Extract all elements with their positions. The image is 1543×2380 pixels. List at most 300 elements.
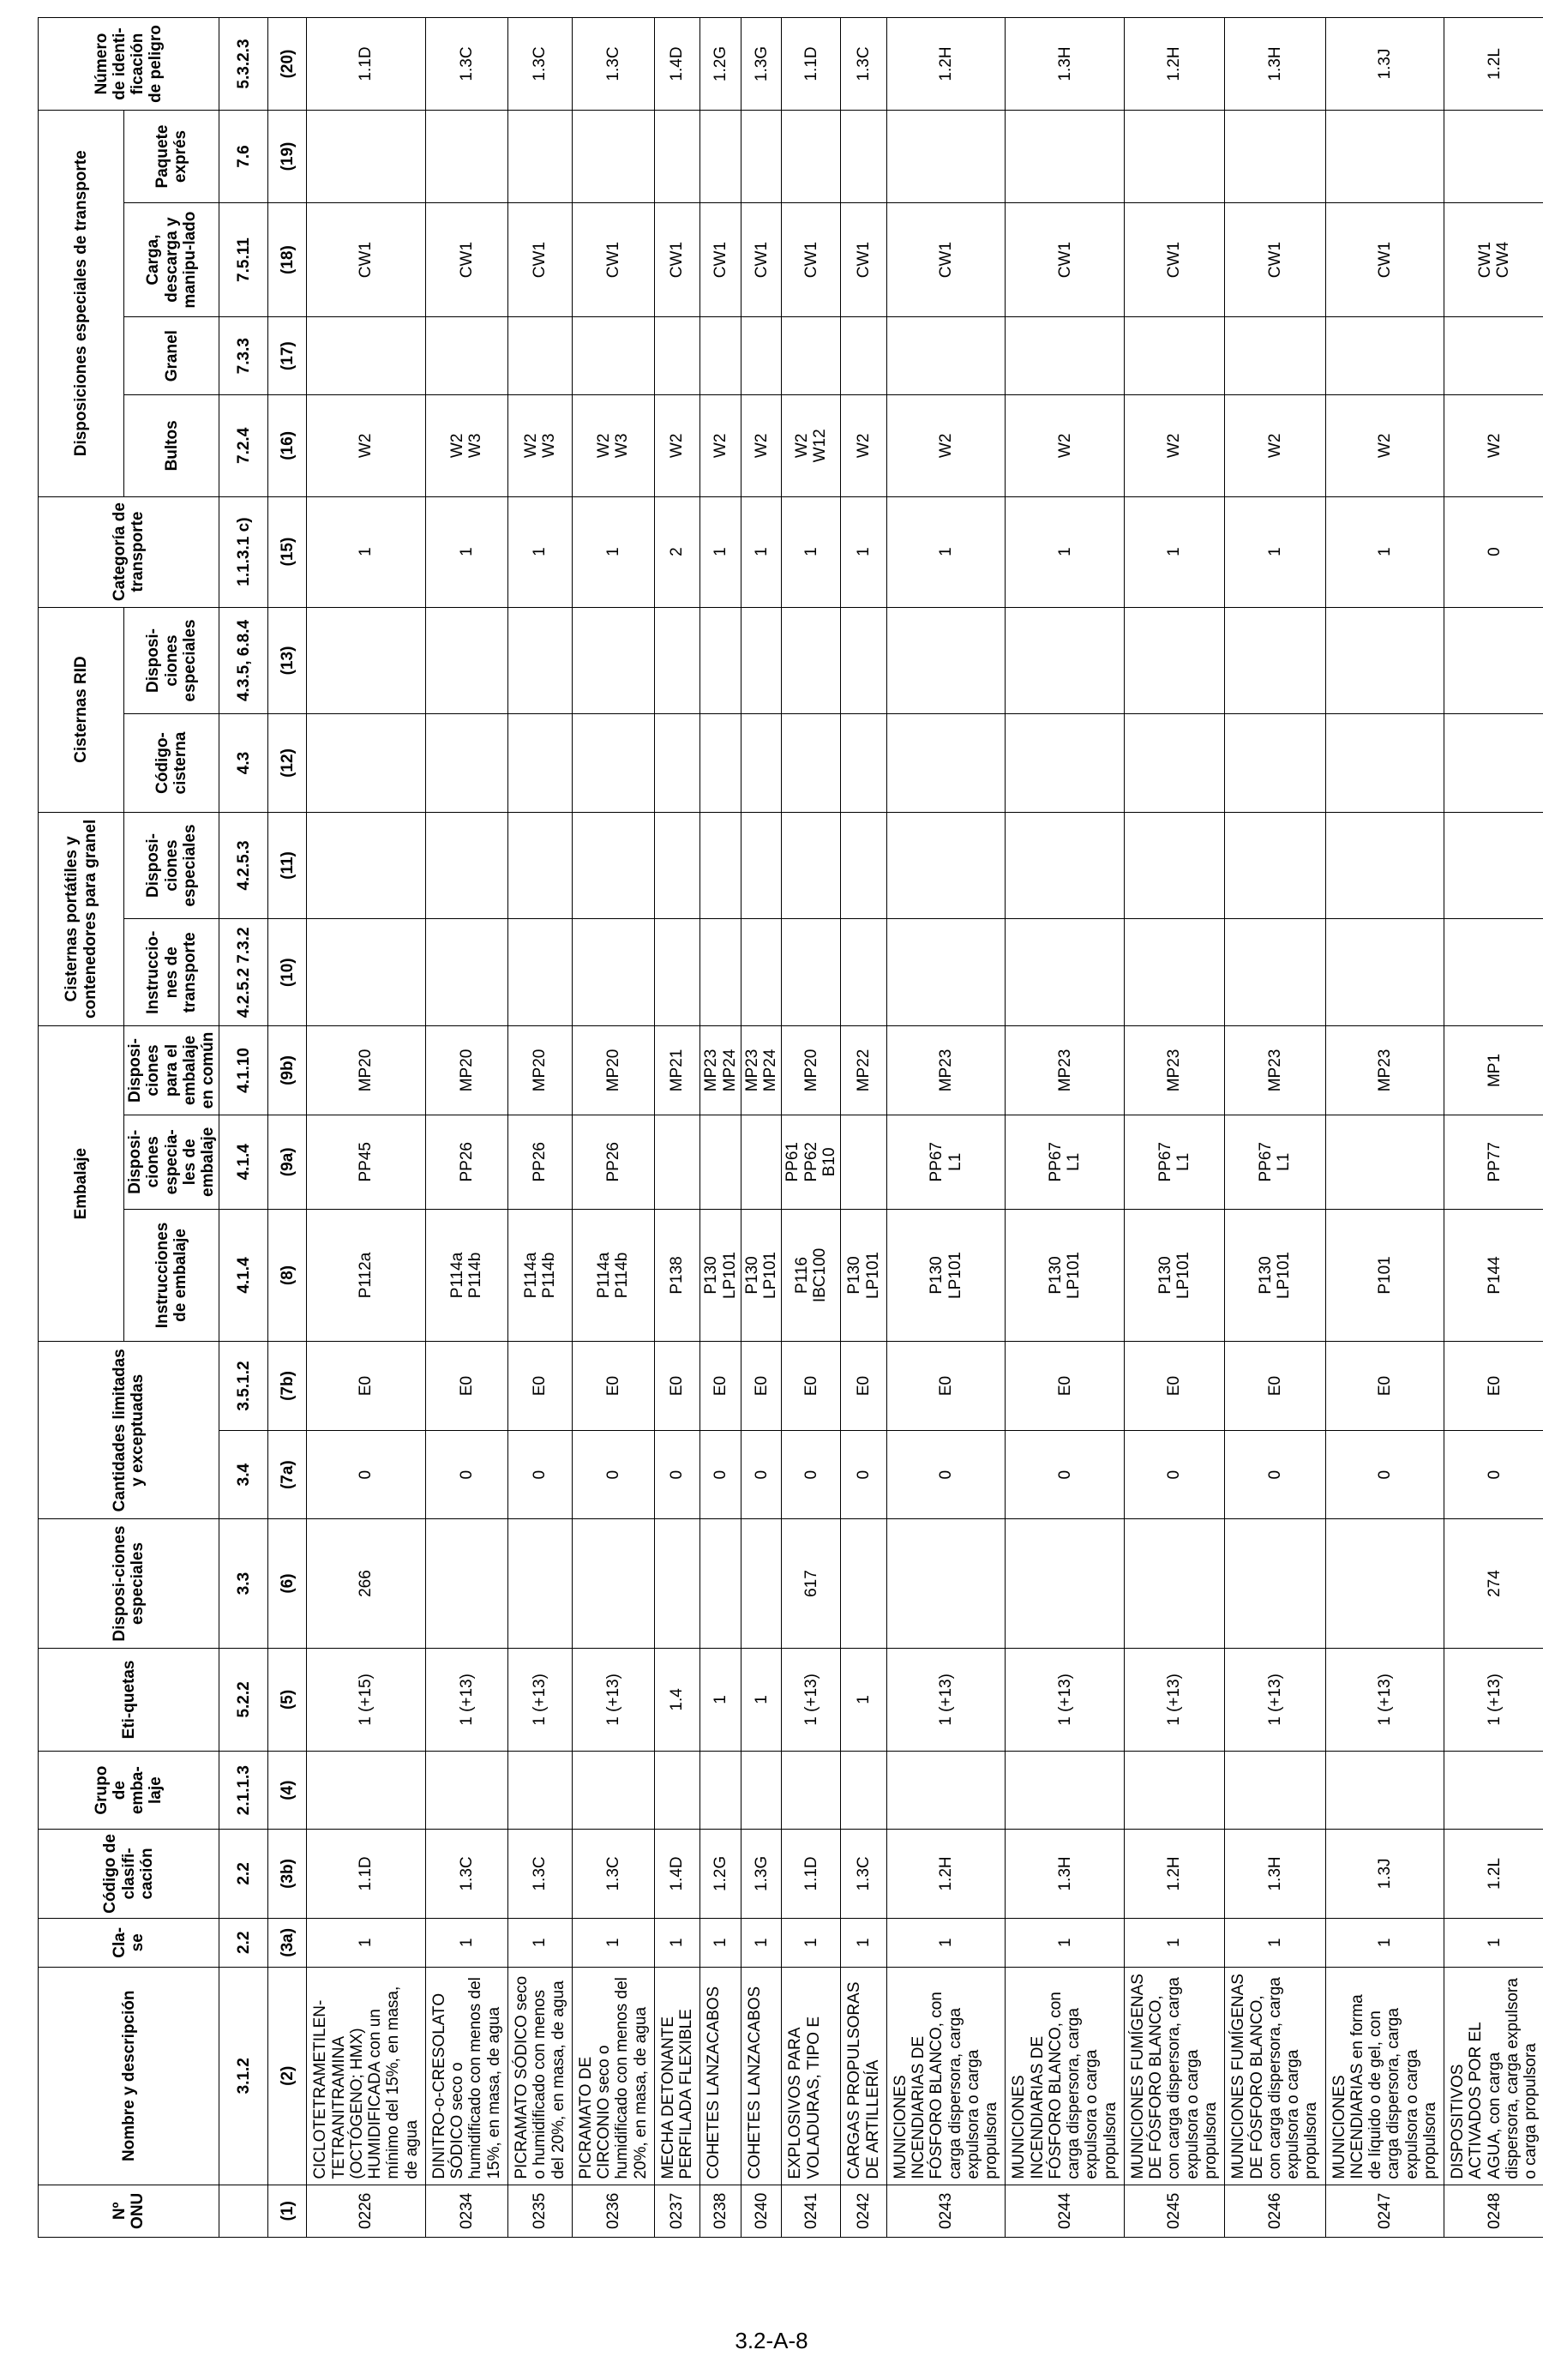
table-row-cell: P101 [1325, 1209, 1444, 1341]
column-number-row-cell: (18) [268, 202, 307, 316]
table-row-cell: 1.2H [1124, 1830, 1224, 1919]
table-row-cell [1444, 607, 1543, 714]
table-row-cell: 1 [741, 496, 782, 607]
table-row-cell [654, 1752, 700, 1830]
table-row-cell: PICRAMATO SÓDICO seco o humidificado con menos del 20%, en masa, de agua [507, 1967, 572, 2185]
table-row-cell: CW1 [425, 202, 507, 316]
table-row-cell: PP45 [307, 1115, 426, 1209]
table-row-cell [700, 812, 741, 919]
table-row-cell [841, 317, 887, 395]
table-row-cell: 0 [782, 1430, 841, 1519]
table-row-cell [654, 919, 700, 1026]
table-row-cell: 1.3J [1325, 18, 1444, 111]
column-number-row-cell: (10) [268, 919, 307, 1026]
table-row-cell: 0245 [1124, 2185, 1224, 2237]
table-row-cell: PP61 PP62 B10 [782, 1115, 841, 1209]
table-row-cell [307, 919, 426, 1026]
table-row-cell: 0243 [886, 2185, 1006, 2237]
table-row-cell: 1 (+15) [307, 1648, 426, 1752]
table-row-cell: MP21 [654, 1026, 700, 1115]
table-row-cell: 1.3C [841, 18, 887, 111]
table-row-cell: CW1 CW4 [1444, 202, 1543, 316]
table-row-cell: P114a P114b [425, 1209, 507, 1341]
table-row-cell: COHETES LANZACABOS [700, 1967, 741, 2185]
table-row-cell: P130 LP101 [1225, 1209, 1325, 1341]
header-pt-instructions: Instruccio-nes de transporte [124, 919, 219, 1026]
table-row-cell: 1 [307, 1918, 426, 1967]
table-row-cell: 1.3H [1006, 18, 1125, 111]
table-row-cell: 1 [741, 1918, 782, 1967]
table-row-cell [782, 607, 841, 714]
header-rid-tanks: Cisternas RID [39, 607, 124, 812]
table-row-cell: 1 (+13) [1124, 1648, 1224, 1752]
table-row-cell [886, 1519, 1006, 1648]
table-row [425, 18, 507, 2238]
table-row-cell: CW1 [507, 202, 572, 316]
table-row-cell [782, 1752, 841, 1830]
table-row-cell [425, 714, 507, 812]
section-ref-row-cell: 4.2.5.2 7.3.2 [219, 919, 268, 1026]
column-number-row-cell: (3a) [268, 1918, 307, 1967]
table-row-cell: 0 [841, 1430, 887, 1519]
table-row-cell: 1.2G [700, 1830, 741, 1919]
table-row-cell: 1.3C [507, 18, 572, 111]
table-row-cell: 1 (+13) [1444, 1648, 1543, 1752]
table-row-cell: 1 [1006, 496, 1125, 607]
header-loading: Carga, descarga y manipu-lado [124, 202, 219, 316]
table-row-cell: MP20 [507, 1026, 572, 1115]
table-row-cell: 1.3G [741, 18, 782, 111]
table-row-cell [1444, 714, 1543, 812]
table-row-cell: 0 [1006, 1430, 1125, 1519]
section-ref-row-cell: 3.1.2 [219, 1967, 268, 2185]
section-ref-row-cell: 2.1.1.3 [219, 1752, 268, 1830]
table-row-cell [1006, 1519, 1125, 1648]
table-row [741, 18, 782, 2238]
section-ref-row-cell: 2.2 [219, 1830, 268, 1919]
table-row-cell [886, 714, 1006, 812]
table-row-cell: 0246 [1225, 2185, 1325, 2237]
section-ref-row-cell: 4.3 [219, 714, 268, 812]
table-row-cell: 1.4D [654, 1830, 700, 1919]
table-row-cell: 0234 [425, 2185, 507, 2237]
table-row-cell: P138 [654, 1209, 700, 1341]
table-row-cell: 0 [1444, 1430, 1543, 1519]
table-row-cell [572, 607, 654, 714]
table-row-cell [572, 111, 654, 203]
table-row-cell: 1 [507, 496, 572, 607]
column-number-row-cell: (12) [268, 714, 307, 812]
table-row-cell [1006, 812, 1125, 919]
header-transport-category: Categoría de transporte [39, 496, 219, 607]
section-ref-row-cell [219, 2185, 268, 2237]
table-row-cell: 1.3H [1225, 18, 1325, 111]
table-row-cell: 0 [507, 1430, 572, 1519]
table-row-cell: 1 (+13) [572, 1648, 654, 1752]
table-row-cell: EXPLOSIVOS PARA VOLADURAS, TIPO E [782, 1967, 841, 2185]
section-ref-row-cell: 4.3.5, 6.8.4 [219, 607, 268, 714]
table-row-cell: P130 LP101 [700, 1209, 741, 1341]
header-name: Nombre y descripción [39, 1967, 219, 2185]
table-row-cell: W2 [886, 395, 1006, 496]
table-row-cell [1006, 111, 1125, 203]
table-row-cell [741, 919, 782, 1026]
table-row-cell: 1 [841, 496, 887, 607]
table-row-cell [1325, 607, 1444, 714]
table-row-cell: P114a P114b [507, 1209, 572, 1341]
table-row-cell [507, 111, 572, 203]
dangerous-goods-table [38, 17, 1543, 2238]
table-row-cell [307, 317, 426, 395]
table-row-cell [841, 1752, 887, 1830]
table-row-cell: 1 [1124, 1918, 1224, 1967]
header-class: Cla-se [39, 1918, 219, 1967]
table-row-cell [1225, 1752, 1325, 1830]
table-row-cell: W2 [1444, 395, 1543, 496]
table-row-cell: CW1 [1225, 202, 1325, 316]
table-row-cell: CW1 [700, 202, 741, 316]
table-row-cell [782, 919, 841, 1026]
table-row-cell: E0 [1444, 1342, 1543, 1431]
table-row-cell [507, 714, 572, 812]
section-ref-row-cell: 7.5.11 [219, 202, 268, 316]
table-row-cell [782, 111, 841, 203]
column-number-row-cell: (7b) [268, 1342, 307, 1431]
column-number-row-cell: (16) [268, 395, 307, 496]
table-row-cell [841, 607, 887, 714]
table-row-cell: DISPOSITIVOS ACTIVADOS POR EL AGUA, con carga dispersora, carga expulsora o carga propulsora [1444, 1967, 1543, 2185]
table-row-cell [1124, 714, 1224, 812]
table-row-cell [1225, 607, 1325, 714]
column-number-row-cell: (11) [268, 812, 307, 919]
table-row-cell [1124, 1752, 1224, 1830]
table-row-cell [1124, 607, 1224, 714]
table-row-cell: P130 LP101 [1124, 1209, 1224, 1341]
table-row-cell: PICRAMATO DE CIRCONIO seco o humidificado con menos del 20%, en masa, de agua [572, 1967, 654, 2185]
table-row-cell: 1.3C [425, 18, 507, 111]
section-ref-row-cell: 1.1.3.1 c) [219, 496, 268, 607]
header-row-top [39, 18, 124, 2238]
column-number-row-cell: (19) [268, 111, 307, 203]
section-ref-row-cell: 7.2.4 [219, 395, 268, 496]
table-row-cell: 0238 [700, 2185, 741, 2237]
table-row [1325, 18, 1444, 2238]
table-row-cell: 1 [841, 1648, 887, 1752]
header-hazard-id: Número de identi-ficación de peligro [39, 18, 219, 111]
header-class-code: Código de clasifi-cación [39, 1830, 219, 1919]
table-row-cell [425, 919, 507, 1026]
table-row-cell [1325, 111, 1444, 203]
table-row-cell: 0 [1444, 496, 1543, 607]
section-ref-row-cell: 7.6 [219, 111, 268, 203]
table-row-cell [886, 812, 1006, 919]
table-row-cell: 1.3C [572, 18, 654, 111]
table-row-cell: 0 [654, 1430, 700, 1519]
table-row-cell [886, 919, 1006, 1026]
table-row-cell: W2 [307, 395, 426, 496]
table-row-cell [307, 1752, 426, 1830]
column-number-row-cell: (17) [268, 317, 307, 395]
table-row-cell [654, 317, 700, 395]
table-row-cell: 2 [654, 496, 700, 607]
table-row-cell: 0 [307, 1430, 426, 1519]
table-row-cell: MUNICIONES FUMÍGENAS DE FÓSFORO BLANCO, con carga dispersora, carga expulsora o carga propulsora [1124, 1967, 1224, 2185]
table-row-cell: E0 [425, 1342, 507, 1431]
table-row-cell [1444, 812, 1543, 919]
table-row-cell: E0 [841, 1342, 887, 1431]
table-row-cell: 1 [425, 496, 507, 607]
table-row-cell [425, 317, 507, 395]
table-row-cell [1225, 714, 1325, 812]
table-row-cell: 1.1D [307, 18, 426, 111]
table-row-cell [741, 607, 782, 714]
table-row-cell [1444, 1752, 1543, 1830]
table-row-cell [654, 607, 700, 714]
table-row-cell [654, 111, 700, 203]
table-row-cell: 1.1D [307, 1830, 426, 1919]
table-row-cell [741, 111, 782, 203]
section-ref-row-cell: 3.5.1.2 [219, 1342, 268, 1431]
table-row-cell: CW1 [1124, 202, 1224, 316]
table-row-cell [741, 1115, 782, 1209]
table-row-cell [507, 1752, 572, 1830]
table-row-cell: PP67 L1 [1225, 1115, 1325, 1209]
table-row-cell [307, 607, 426, 714]
section-ref-row-cell: 4.1.10 [219, 1026, 268, 1115]
table-row-cell [507, 812, 572, 919]
table-row-cell: 1 [425, 1918, 507, 1967]
table-row-cell: 1 [1225, 496, 1325, 607]
table-row-cell [1006, 1752, 1125, 1830]
table-row [1006, 18, 1125, 2238]
header-express: Paquete exprés [124, 111, 219, 203]
table-row-cell: W2 [841, 395, 887, 496]
table-row-cell [782, 812, 841, 919]
table-row-cell: 1.2G [700, 18, 741, 111]
table-row-cell: 0236 [572, 2185, 654, 2237]
table-row-cell [741, 714, 782, 812]
table-row-cell: DINITRO-o-CRESOLATO SÓDICO seco o humidificado con menos del 15%, en masa, de agua [425, 1967, 507, 2185]
table-row-cell: 1 (+13) [425, 1648, 507, 1752]
table-row-cell: 1 [572, 496, 654, 607]
table-row-cell [1325, 812, 1444, 919]
table-row-cell [1006, 317, 1125, 395]
table-row-cell: 0 [1225, 1430, 1325, 1519]
table-row-cell: W2 W3 [425, 395, 507, 496]
table-row-cell: W2 [1325, 395, 1444, 496]
table-row-cell: 617 [782, 1519, 841, 1648]
table-row-cell: E0 [1006, 1342, 1125, 1431]
table-row-cell: E0 [782, 1342, 841, 1431]
table-row-cell: 1 (+13) [1325, 1648, 1444, 1752]
table-row [841, 18, 887, 2238]
column-number-row-cell: (20) [268, 18, 307, 111]
table-row-cell [1124, 812, 1224, 919]
section-ref-row-cell: 4.1.4 [219, 1209, 268, 1341]
table-row-cell: MUNICIONES FUMÍGENAS DE FÓSFORO BLANCO, con carga dispersora, carga expulsora o carga propulsora [1225, 1967, 1325, 2185]
table-row-cell: E0 [507, 1342, 572, 1431]
table-row-cell: CW1 [1006, 202, 1125, 316]
rotated-table-wrapper [38, 17, 1540, 2238]
table-row-cell [425, 812, 507, 919]
table-row-cell: PP67 L1 [1006, 1115, 1125, 1209]
table-row-cell: 1 [1006, 1918, 1125, 1967]
section-ref-row-cell: 3.3 [219, 1519, 268, 1648]
table-row-cell: 0244 [1006, 2185, 1125, 2237]
table-row-cell: 1.4 [654, 1648, 700, 1752]
section-ref-row-cell: 5.2.2 [219, 1648, 268, 1752]
table-row-cell: 1 (+13) [1225, 1648, 1325, 1752]
table-row-cell [1006, 919, 1125, 1026]
table-row-cell: 1.1D [782, 18, 841, 111]
table-row-cell: 0226 [307, 2185, 426, 2237]
table-row-cell [1444, 111, 1543, 203]
table-row-cell: 1.2H [886, 1830, 1006, 1919]
table-row-cell: CW1 [307, 202, 426, 316]
table-row-cell: MP20 [782, 1026, 841, 1115]
table-row-cell: 0 [1124, 1430, 1224, 1519]
table-row-cell [700, 1115, 741, 1209]
table-row-cell [654, 1115, 700, 1209]
table-row-cell: 1 [700, 496, 741, 607]
table-row-cell [307, 812, 426, 919]
table-row-cell: CW1 [572, 202, 654, 316]
table-row-cell: E0 [1124, 1342, 1224, 1431]
table-row-cell [1124, 1519, 1224, 1648]
table-row-cell [425, 1519, 507, 1648]
column-number-row-cell: (15) [268, 496, 307, 607]
table-row [654, 18, 700, 2238]
table-row-cell: 1 (+13) [782, 1648, 841, 1752]
table-row-cell: 0 [700, 1430, 741, 1519]
table-row-cell [425, 607, 507, 714]
table-row-cell: PP26 [425, 1115, 507, 1209]
table-row-cell: MP23 [1225, 1026, 1325, 1115]
table-row-cell: P130 LP101 [741, 1209, 782, 1341]
table-row-cell: 1 [782, 1918, 841, 1967]
table-row-cell: E0 [572, 1342, 654, 1431]
table-row-cell [1124, 919, 1224, 1026]
table-row-cell [1006, 607, 1125, 714]
header-mixed-packing: Disposi-ciones para el embalaje en común [124, 1026, 219, 1115]
table-row-cell: P114a P114b [572, 1209, 654, 1341]
table-row-cell: 0 [1325, 1430, 1444, 1519]
header-special-transport: Disposiciones especiales de transporte [39, 111, 124, 497]
table-row-cell: CW1 [741, 202, 782, 316]
table-row-cell: CW1 [782, 202, 841, 316]
table-row-cell: 1.2H [1124, 18, 1224, 111]
table-row-cell [782, 317, 841, 395]
table-row-cell [1225, 812, 1325, 919]
table-row-cell [572, 812, 654, 919]
table-row-cell [700, 714, 741, 812]
table-row-cell: E0 [1325, 1342, 1444, 1431]
table-row [507, 18, 572, 2238]
table-row-cell: 1 [1444, 1918, 1543, 1967]
table-row [886, 18, 1006, 2238]
table-row-cell [654, 714, 700, 812]
table-row-cell: 1 [700, 1648, 741, 1752]
table-row-cell: 1 [1124, 496, 1224, 607]
table-row-cell: P130 LP101 [1006, 1209, 1125, 1341]
table-row-cell: 1.3C [841, 1830, 887, 1919]
table-row-cell [572, 919, 654, 1026]
table-row-cell: PP67 L1 [886, 1115, 1006, 1209]
table-row-cell: 1 [700, 1918, 741, 1967]
header-tank-code: Código-cisterna [124, 714, 219, 812]
table-row-cell [841, 1115, 887, 1209]
table-row-cell: E0 [654, 1342, 700, 1431]
table-row-cell [741, 317, 782, 395]
table-row-cell: MP23 [1325, 1026, 1444, 1115]
table-row-cell [425, 111, 507, 203]
table-row-cell: P130 LP101 [841, 1209, 887, 1341]
table-row-cell: PP67 L1 [1124, 1115, 1224, 1209]
table-row-cell [1006, 714, 1125, 812]
table-row-cell: 1.3H [1225, 1830, 1325, 1919]
table-row-cell: MP23 [1124, 1026, 1224, 1115]
table-row-cell: 1 [572, 1918, 654, 1967]
table-row-cell: 1 [1325, 496, 1444, 607]
table-row-cell: MP20 [572, 1026, 654, 1115]
table-row-cell [1325, 919, 1444, 1026]
table-row-cell: 1 (+13) [507, 1648, 572, 1752]
table-row-cell: MP20 [425, 1026, 507, 1115]
table-row-cell: 0237 [654, 2185, 700, 2237]
table-row [1225, 18, 1325, 2238]
table-row-cell: 1 (+13) [886, 1648, 1006, 1752]
table-row-cell: W2 W3 [572, 395, 654, 496]
table-row-cell: 0 [886, 1430, 1006, 1519]
table-row-cell: 0 [425, 1430, 507, 1519]
header-labels: Eti-quetas [39, 1648, 219, 1752]
table-row-cell: 1.2H [886, 18, 1006, 111]
table-row-cell [307, 714, 426, 812]
table-row-cell [886, 607, 1006, 714]
table-row-cell: W2 W12 [782, 395, 841, 496]
table-row-cell: 1 [741, 1648, 782, 1752]
column-number-row-cell: (9a) [268, 1115, 307, 1209]
table-row-cell [654, 1519, 700, 1648]
table-row-cell [507, 919, 572, 1026]
table-row-cell [741, 812, 782, 919]
column-number-row-cell: (6) [268, 1519, 307, 1648]
section-ref-row-cell: 4.2.5.3 [219, 812, 268, 919]
table-row-cell: W2 [1225, 395, 1325, 496]
table-row-cell [307, 111, 426, 203]
table-row-cell: 1 [1325, 1918, 1444, 1967]
table-row-cell: E0 [1225, 1342, 1325, 1431]
table-row-cell: CICLOTETRAMETILEN-TETRANITRAMINA (OCTÓGENO; HMX) HUMIDIFICADA con un mínimo del 15%, en masa, de agua [307, 1967, 426, 2185]
table-row-cell [507, 317, 572, 395]
table-row-cell [572, 714, 654, 812]
table-row-cell [841, 111, 887, 203]
table-row-cell: 1 [1225, 1918, 1325, 1967]
table-row-cell: PP26 [572, 1115, 654, 1209]
header-tank-special: Disposi-ciones especiales [124, 607, 219, 714]
table-row-cell: E0 [700, 1342, 741, 1431]
table-row-cell: 1 [886, 1918, 1006, 1967]
header-un-no: Nº ONU [39, 2185, 219, 2237]
header-pack-instructions: Instrucciones de embalaje [124, 1209, 219, 1341]
table-row-cell [700, 111, 741, 203]
column-number-row-cell: (7a) [268, 1430, 307, 1519]
table-row-cell: 0235 [507, 2185, 572, 2237]
table-row-cell: W2 [1006, 395, 1125, 496]
table-row-cell: E0 [886, 1342, 1006, 1431]
header-special-provisions: Disposi-ciones especiales [39, 1519, 219, 1648]
table-row [1124, 18, 1224, 2238]
